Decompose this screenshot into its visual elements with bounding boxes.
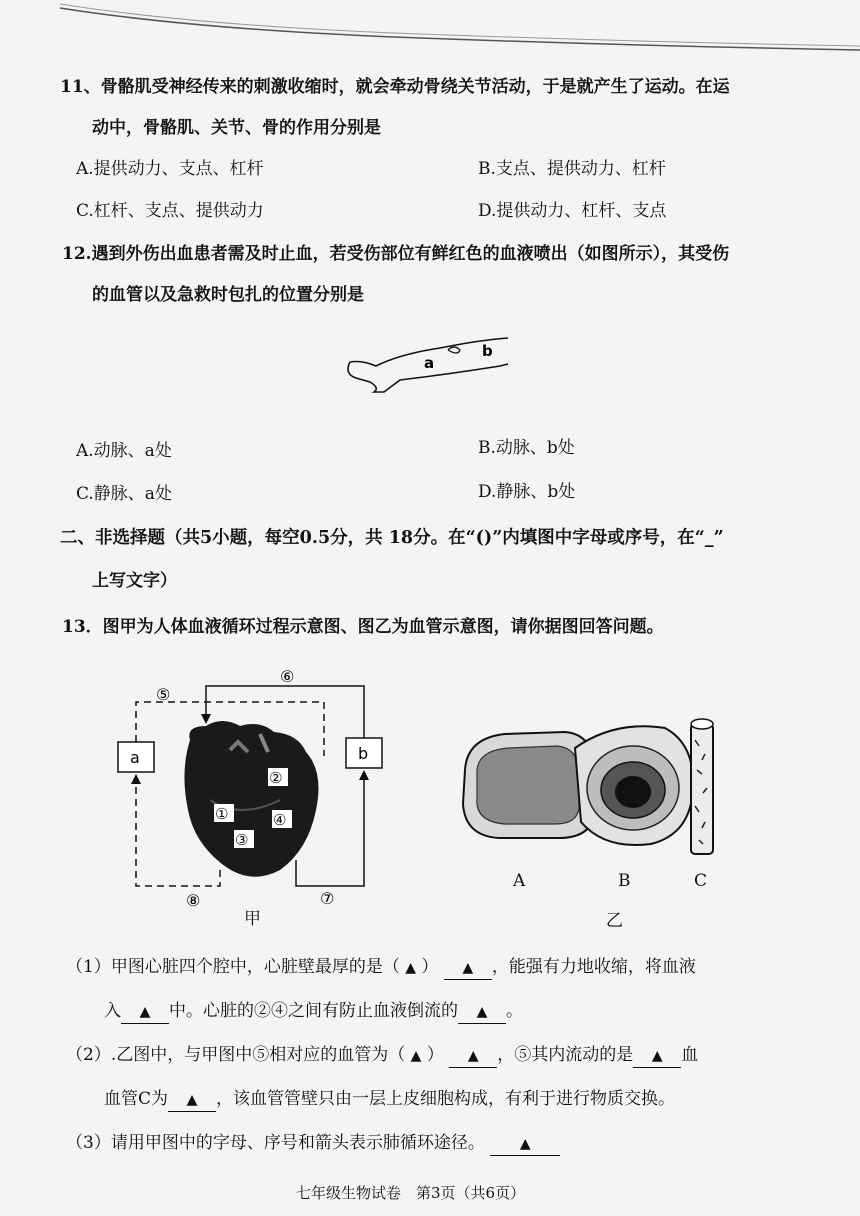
- q12-stem-line1: 12.遇到外伤出血患者需及时止血，若受伤部位有鲜红色的血液喷出（如图所示），其受伤: [62, 244, 730, 264]
- q12-option-a: A.动脉、a处: [76, 441, 172, 461]
- q13-sub1-text-d: 入: [104, 1001, 121, 1021]
- q11-option-d: D.提供动力、杠杆、支点: [478, 201, 667, 221]
- figure-yi-caption: 乙: [606, 911, 623, 931]
- q12-stem-line2: 的血管以及急救时包扎的位置分别是: [92, 285, 364, 305]
- page-crease: [0, 0, 860, 60]
- q13-sub2-text-c: ，⑤其内流动的是: [497, 1045, 634, 1065]
- marker-4: ④: [273, 811, 287, 829]
- q11-option-c: C.杠杆、支点、提供动力: [76, 201, 264, 221]
- q13-sub3-line1: [66, 1132, 560, 1156]
- box-b-label: b: [358, 744, 369, 763]
- leg-label-b: b: [482, 342, 493, 360]
- box-a-label: a: [130, 748, 140, 767]
- q12-option-b: B.动脉、b处: [478, 438, 575, 458]
- q13-sub2-text-b: ）: [426, 1045, 444, 1065]
- leg-wound-figure: [340, 330, 520, 400]
- marker-7: ⑦: [320, 889, 335, 908]
- q13-sub1-line2: [104, 1000, 523, 1024]
- vessel-label-c: C: [694, 871, 708, 891]
- answer-blank-mark: ▲: [410, 1048, 422, 1064]
- figure-jia-caption: 甲: [244, 909, 261, 929]
- blood-vessels-diagram: [455, 710, 735, 860]
- marker-2: ②: [269, 769, 283, 787]
- q11-option-b: B.支点、提供动力、杠杆: [478, 159, 666, 179]
- section2-heading-line1: 二、非选择题（共5小题，每空0.5分，共 18分。在“()”内填图中字母或序号，在“_”: [60, 528, 724, 548]
- marker-8: ⑧: [186, 891, 201, 910]
- q13-sub1-text-f: 。: [506, 1001, 523, 1021]
- q13-sub1-text-c: ，能强有力地收缩，将血液: [491, 957, 696, 977]
- q13-sub2-text-e: 血管C为: [104, 1089, 169, 1109]
- page-footer: 七年级生物试卷 第3页（共6页）: [296, 1184, 526, 1202]
- answer-blank[interactable]: ▲: [449, 1045, 497, 1068]
- section2-heading-line2: 上写文字）: [92, 571, 177, 591]
- q13-sub1-text-b: ）: [421, 957, 439, 977]
- circulation-diagram: [110, 660, 400, 920]
- marker-1: ①: [215, 805, 229, 823]
- q11-stem-line1: 11、骨骼肌受神经传来的刺激收缩时，就会牵动骨绕关节活动，于是就产生了运动。在运: [60, 77, 730, 97]
- vessel-label-b: B: [618, 871, 631, 891]
- answer-blank[interactable]: ▲: [490, 1133, 560, 1156]
- q13-sub2-text-a: （2）.乙图中，与甲图中⑤相对应的血管为（: [66, 1045, 406, 1065]
- q13-sub1-text-a: （1）甲图心脏四个腔中，心脏壁最厚的是（: [66, 957, 400, 977]
- q13-stem: 13．图甲为人体血液循环过程示意图、图乙为血管示意图，请你据图回答问题。: [62, 617, 664, 637]
- answer-blank-mark: ▲: [405, 960, 417, 976]
- marker-3: ③: [235, 831, 249, 849]
- q13-sub2-line1: [66, 1044, 698, 1068]
- q13-sub2-text-d: 血: [681, 1045, 699, 1065]
- leg-label-a: a: [424, 354, 435, 372]
- q13-sub2-line2: [104, 1088, 675, 1112]
- q13-sub3-text: （3）请用甲图中的字母、序号和箭头表示肺循环途径。: [66, 1133, 485, 1153]
- answer-blank[interactable]: ▲: [633, 1045, 681, 1068]
- answer-blank[interactable]: ▲: [168, 1089, 216, 1112]
- marker-6: ⑥: [280, 667, 295, 686]
- vessel-label-a: A: [513, 871, 526, 891]
- q13-sub1-line1: [66, 956, 696, 980]
- q13-sub1-text-e: 中。心脏的②④之间有防止血液倒流的: [169, 1001, 458, 1021]
- marker-5: ⑤: [156, 685, 171, 704]
- q12-option-c: C.静脉、a处: [76, 484, 172, 504]
- q11-option-a: A.提供动力、支点、杠杆: [76, 159, 264, 179]
- answer-blank[interactable]: ▲: [121, 1001, 169, 1024]
- q11-stem-line2: 动中，骨骼肌、关节、骨的作用分别是: [92, 118, 381, 138]
- q13-sub2-text-f: ，该血管管壁只由一层上皮细胞构成，有利于进行物质交换。: [216, 1089, 676, 1109]
- answer-blank[interactable]: ▲: [444, 957, 492, 980]
- q12-option-d: D.静脉、b处: [478, 482, 576, 502]
- answer-blank[interactable]: ▲: [458, 1001, 506, 1024]
